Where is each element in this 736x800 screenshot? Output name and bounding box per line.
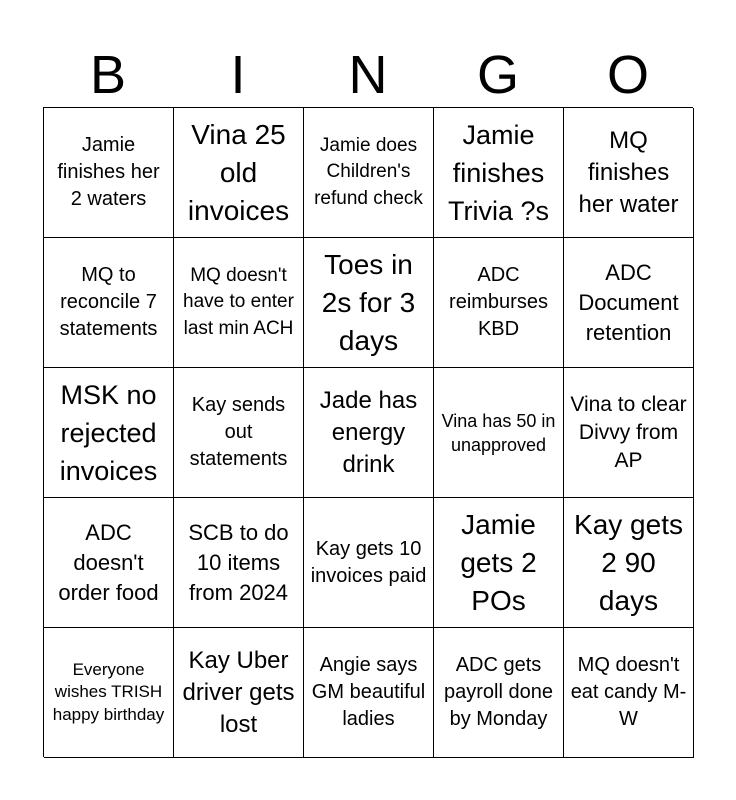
- bingo-cell[interactable]: [44, 498, 174, 628]
- bingo-cell[interactable]: [44, 628, 174, 758]
- bingo-cell[interactable]: [434, 238, 564, 368]
- cell-text: Jamie finishes Trivia ?s: [447, 119, 549, 226]
- bingo-cell[interactable]: [564, 628, 694, 758]
- cell-text: Jamie does Children's refund check: [314, 134, 423, 209]
- cell-text: Vina to clear Divvy from AP: [570, 392, 687, 472]
- cell-text: Vina 25 old invoices: [187, 118, 290, 226]
- bingo-cell[interactable]: [44, 368, 174, 498]
- bingo-cell[interactable]: [174, 108, 304, 238]
- header-letter-b: B: [89, 45, 127, 105]
- bingo-cell[interactable]: [304, 108, 434, 238]
- cell-text: Kay gets 2 90 days: [574, 508, 683, 616]
- cell-text: ADC reimburses KBD: [449, 264, 548, 340]
- header-letter-i: I: [230, 45, 246, 105]
- bingo-cell[interactable]: [174, 498, 304, 628]
- cell-text: Everyone wishes TRISH happy birthday: [52, 659, 165, 724]
- header-letter-n: N: [348, 45, 388, 105]
- cell-text: ADC doesn't order food: [58, 519, 159, 605]
- bingo-cell[interactable]: [434, 498, 564, 628]
- cell-text: Jamie finishes her 2 waters: [57, 134, 160, 210]
- bingo-cell[interactable]: [564, 368, 694, 498]
- bingo-cell[interactable]: [564, 498, 694, 628]
- cell-text: MQ to reconcile 7 statements: [59, 264, 158, 340]
- cell-text: Jade has energy drink: [319, 386, 418, 478]
- bingo-cell[interactable]: [174, 628, 304, 758]
- cell-text: Kay sends out statements: [189, 394, 288, 470]
- cell-text: Jamie gets 2 POs: [460, 508, 537, 616]
- bingo-cell[interactable]: [434, 628, 564, 758]
- bingo-cell[interactable]: [304, 628, 434, 758]
- cell-text: MQ doesn't have to enter last min ACH: [183, 264, 294, 339]
- bingo-cell[interactable]: [564, 108, 694, 238]
- cell-text: SCB to do 10 items from 2024: [188, 519, 289, 605]
- bingo-cell[interactable]: [304, 368, 434, 498]
- header-letter-o: O: [606, 45, 649, 105]
- bingo-cell[interactable]: [304, 238, 434, 368]
- cell-text: Toes in 2s for 3 days: [321, 248, 416, 356]
- bingo-cell[interactable]: [434, 368, 564, 498]
- bingo-cell[interactable]: [44, 238, 174, 368]
- header-letter-g: G: [476, 45, 519, 105]
- cell-text: Angie says GM beautiful ladies: [311, 654, 426, 730]
- bingo-cell[interactable]: [174, 238, 304, 368]
- bingo-card-grid: [43, 107, 693, 757]
- bingo-header: [43, 44, 693, 106]
- cell-text: ADC gets payroll done by Monday: [444, 654, 553, 730]
- cell-text: MQ doesn't eat candy M-W: [570, 654, 687, 730]
- bingo-cell[interactable]: [174, 368, 304, 498]
- bingo-cell[interactable]: [304, 498, 434, 628]
- bingo-cell[interactable]: [44, 108, 174, 238]
- cell-text: MSK no rejected invoices: [59, 379, 158, 486]
- bingo-cell[interactable]: [564, 238, 694, 368]
- cell-text: Kay Uber driver gets lost: [182, 646, 295, 738]
- bingo-cell[interactable]: [434, 108, 564, 238]
- cell-text: MQ finishes her water: [578, 126, 679, 218]
- cell-text: Vina has 50 in unapproved: [441, 410, 556, 455]
- cell-text: ADC Document retention: [578, 259, 679, 345]
- cell-text: Kay gets 10 invoices paid: [310, 537, 427, 587]
